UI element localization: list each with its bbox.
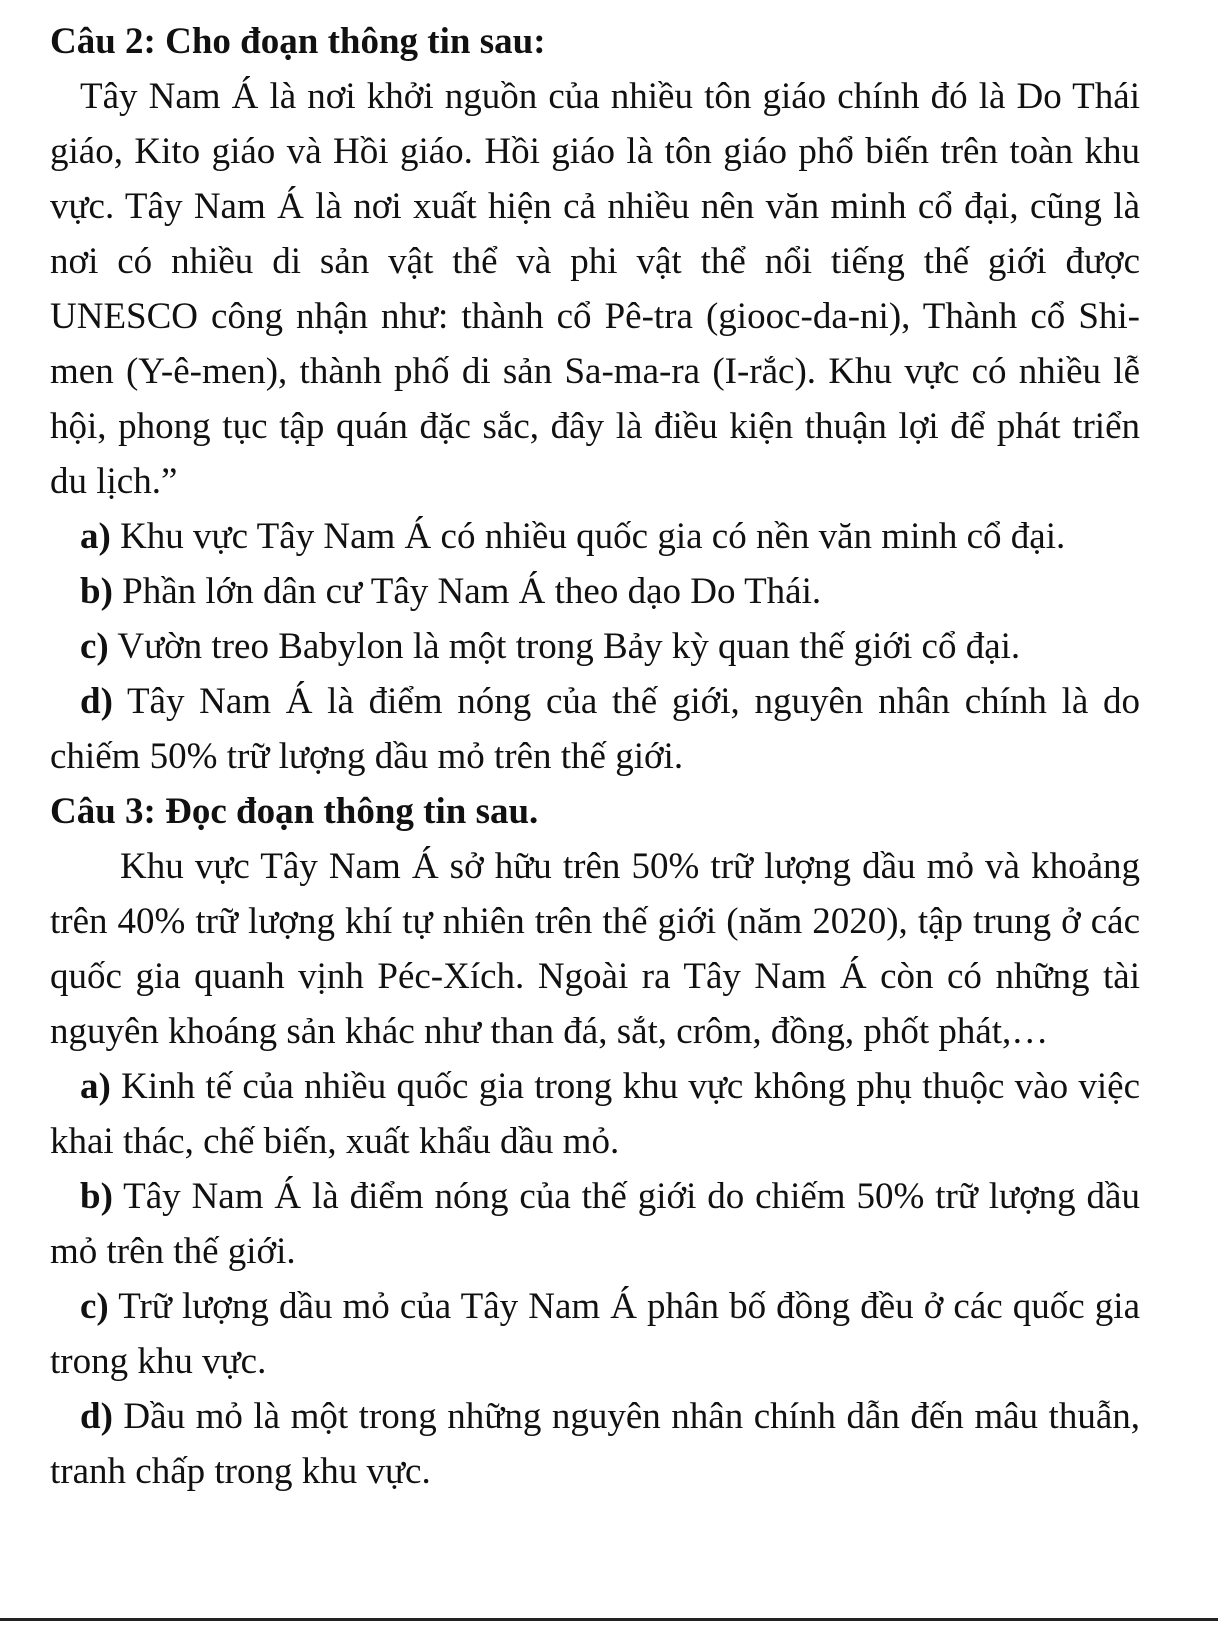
document-page: [50, 14, 1140, 1499]
item-text: Vườn treo Babylon là một trong Bảy kỳ quan thế giới cổ đại.: [117, 626, 1021, 667]
question-3-item-c: [50, 1279, 1140, 1389]
item-text: Khu vực Tây Nam Á có nhiều quốc gia có nền văn minh cổ đại.: [120, 516, 1066, 557]
item-text: Tây Nam Á là điểm nóng của thế giới do chiếm 50% trữ lượng dầu mỏ trên thế giới.: [50, 1176, 1140, 1272]
question-3-title: Câu 3: Đọc đoạn thông tin sau.: [50, 791, 539, 832]
question-3-item-d: [50, 1389, 1140, 1499]
item-label: b): [80, 1176, 113, 1217]
bottom-divider: [0, 1618, 1218, 1621]
question-3-item-a: [50, 1059, 1140, 1169]
question-2-passage: Tây Nam Á là nơi khởi nguồn của nhiều tôn giáo chính đó là Do Thái giáo, Kito giáo và Hồi giáo. Hồi giáo là tôn giáo phổ biến trên toàn khu vực. Tây Nam Á là nơi xuất hiện cả nhiều nên văn minh cổ đại, cũng là nơi có nhiều di sản vật thể và phi vật thể nổi tiếng thế giới được UNESCO công nhận như: thành cổ Pê-tra (giooc-da-ni), Thành cổ Shi-men (Y-ê-men), thành phố di sản Sa-ma-ra (I-rắc). Khu vực có nhiều lễ hội, phong tục tập quán đặc sắc, đây là điều kiện thuận lợi để phát triển du lịch.”: [50, 76, 1140, 502]
question-2-item-d: [50, 674, 1140, 784]
item-text: Kinh tế của nhiều quốc gia trong khu vực không phụ thuộc vào việc khai thác, chế biến, xuất khẩu dầu mỏ.: [50, 1066, 1141, 1162]
question-3-passage: Khu vực Tây Nam Á sở hữu trên 50% trữ lượng dầu mỏ và khoảng trên 40% trữ lượng khí tự nhiên trên thế giới (năm 2020), tập trung ở các quốc gia quanh vịnh Péc-Xích. Ngoài ra Tây Nam Á còn có những tài nguyên khoáng sản khác như than đá, sắt, crôm, đồng, phốt phát,…: [50, 846, 1140, 1052]
question-2-item-c: [50, 619, 1140, 674]
question-2-title: Câu 2: Cho đoạn thông tin sau:: [50, 21, 546, 62]
item-label: a): [80, 516, 111, 557]
item-label: d): [80, 681, 113, 722]
item-text: Dầu mỏ là một trong những nguyên nhân chính dẫn đến mâu thuẫn, tranh chấp trong khu vực.: [50, 1396, 1140, 1492]
item-label: c): [80, 1286, 109, 1327]
item-label: c): [80, 626, 109, 667]
item-text: Tây Nam Á là điểm nóng của thế giới, nguyên nhân chính là do chiếm 50% trữ lượng dầu mỏ trên thế giới.: [50, 681, 1140, 777]
item-text: Phần lớn dân cư Tây Nam Á theo dạo Do Thái.: [122, 571, 822, 612]
item-label: d): [80, 1396, 113, 1437]
item-text: Trữ lượng dầu mỏ của Tây Nam Á phân bố đồng đều ở các quốc gia trong khu vực.: [50, 1286, 1141, 1382]
item-label: a): [80, 1066, 111, 1107]
question-2-item-a: [50, 509, 1140, 564]
question-2-item-b: [50, 564, 1140, 619]
item-label: b): [80, 571, 113, 612]
question-3-item-b: [50, 1169, 1140, 1279]
